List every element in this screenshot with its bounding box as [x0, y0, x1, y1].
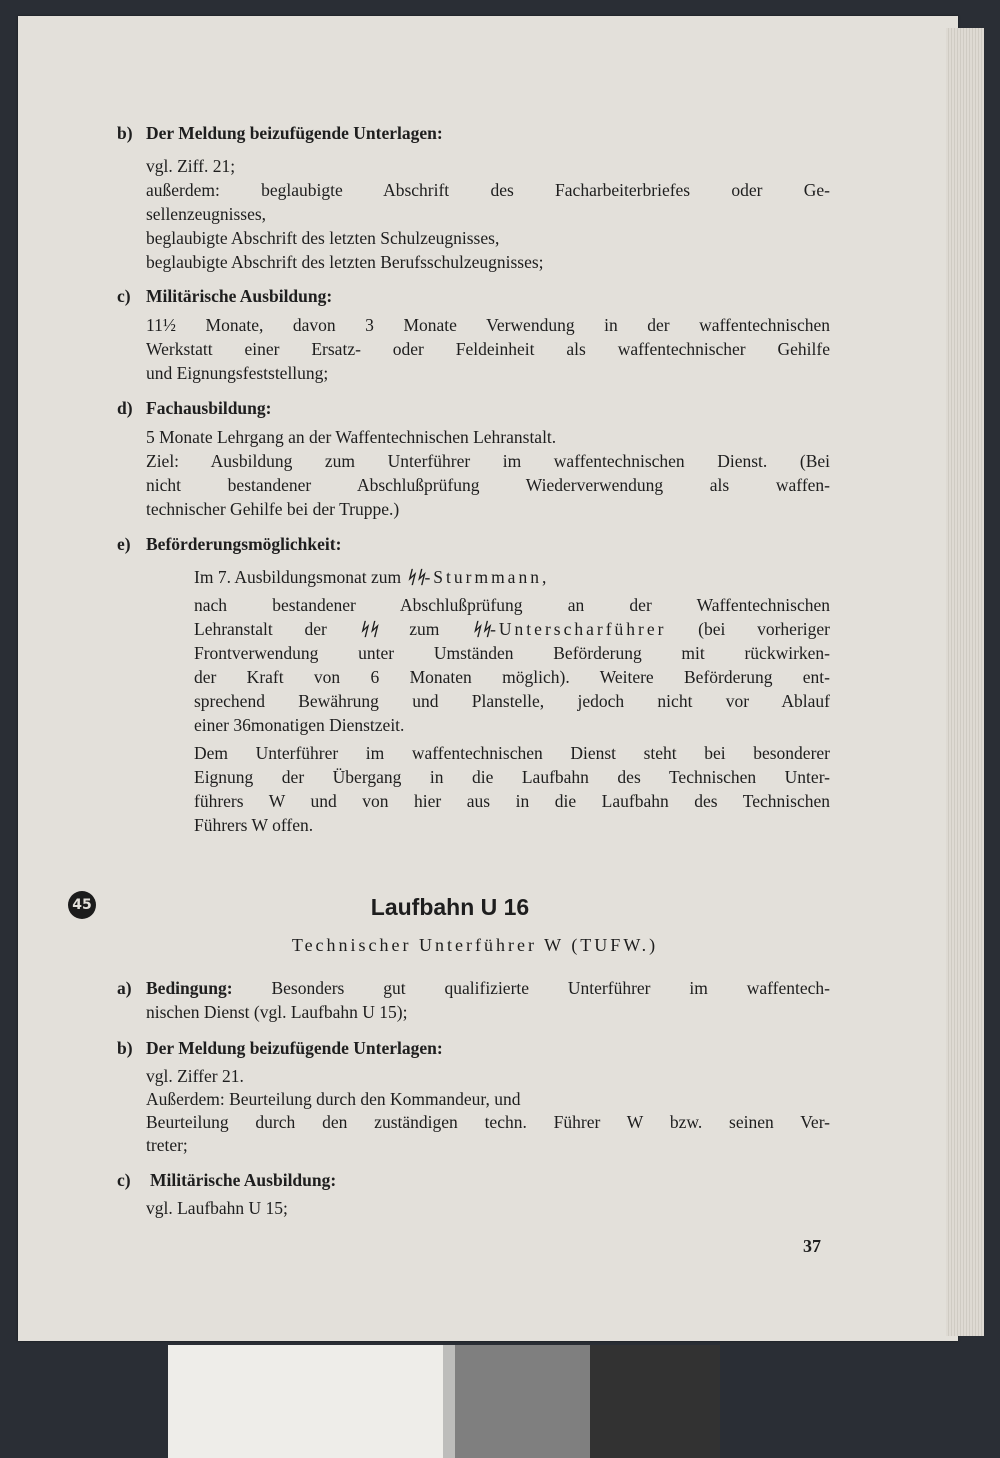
text-span: Lehranstalt der — [194, 619, 359, 639]
text-line — [194, 565, 549, 591]
text-span: Besonders gut qualifizierte Unterführer im waffentech- — [271, 978, 831, 998]
calibration-strip-gray — [455, 1345, 590, 1458]
text-line: technischer Gehilfe bei der Truppe.) — [146, 499, 400, 519]
text-line: 5 Monate Lehrgang an der Waffentechnischen Lehranstalt. — [146, 427, 557, 447]
text-line: nischen Dienst (vgl. Laufbahn U 15); — [146, 1002, 408, 1022]
text-line: sellenzeugnisses, — [146, 204, 267, 224]
text-line: Ziel: Ausbildung zum Unterführer im waffentechnischen Dienst. (Bei — [146, 451, 830, 471]
text-line: beglaubigte Abschrift des letzten Schulzeugnisses, — [146, 228, 500, 248]
career-title: Laufbahn U 16 — [370, 894, 530, 920]
text-line: sprechend Bewährung und Planstelle, jedoch nicht vor Ablauf — [194, 691, 830, 711]
text-line: Werkstatt einer Ersatz- oder Feldeinheit als waffentechnischer Gehilfe — [146, 339, 830, 359]
text-line: treter; — [146, 1135, 188, 1155]
text-line — [194, 617, 830, 643]
section-label: b) — [117, 1038, 133, 1058]
text-line: beglaubigte Abschrift des letzten Berufsschulzeugnisses; — [146, 252, 544, 272]
text-line: Führers W offen. — [194, 815, 314, 835]
text-line: führers W und von hier aus in die Laufbahn des Technischen — [194, 791, 830, 811]
text-line: Beurteilung durch den zuständigen techn. Führer W bzw. seinen Ver- — [146, 1112, 830, 1132]
section-heading: Militärische Ausbildung: — [146, 286, 333, 306]
section-heading: Der Meldung beizufügende Unterlagen: — [146, 1038, 443, 1058]
text-line — [146, 976, 830, 1001]
text-line: nach bestandener Abschlußprüfung an der Waffentechnischen — [194, 595, 830, 615]
text-line: einer 36monatigen Dienstzeit. — [194, 715, 405, 735]
ss-rune-glyph: ᛋᛋ — [471, 620, 491, 640]
career-subtitle: Technischer Unterführer W (TUFW.) — [291, 935, 659, 955]
section-heading: Fachausbildung: — [146, 398, 272, 418]
section-heading: Beförderungsmöglichkeit: — [146, 534, 342, 554]
section-label: c) — [117, 286, 131, 306]
text-span: Im 7. Ausbildungsmonat zum — [194, 567, 406, 587]
section-label: c) — [117, 1170, 131, 1190]
calibration-strip-white — [168, 1345, 443, 1458]
section-heading: Bedingung: — [146, 978, 233, 998]
text-line: Eignung der Übergang in die Laufbahn des Technischen Unter- — [194, 767, 830, 787]
text-line: vgl. Laufbahn U 15; — [146, 1198, 288, 1218]
section-label: b) — [117, 123, 133, 143]
rank-text: -Unterscharführer — [490, 619, 667, 639]
text-line: und Eignungsfeststellung; — [146, 363, 329, 383]
text-line: der Kraft von 6 Monaten möglich). Weitere Beförderung ent- — [194, 667, 830, 687]
number-badge: 45 — [68, 891, 96, 919]
text-line: vgl. Ziffer 21. — [146, 1066, 244, 1086]
text-line: 11½ Monate, davon 3 Monate Verwendung in der waffentechnischen — [146, 315, 830, 335]
ss-rune-glyph: ᛋᛋ — [358, 620, 378, 640]
text-line: vgl. Ziff. 21; — [146, 156, 236, 176]
rank-text: -Sturmmann, — [424, 567, 550, 587]
calibration-strip-lightgray — [443, 1345, 455, 1458]
text-line: außerdem: beglaubigte Abschrift des Facharbeiterbriefes oder Ge- — [146, 180, 830, 200]
text-span: (bei vorheriger — [666, 619, 830, 639]
section-heading: Militärische Ausbildung: — [150, 1170, 337, 1190]
section-heading: Der Meldung beizufügende Unterlagen: — [146, 123, 443, 143]
text-line: Frontverwendung unter Umständen Beförderung mit rückwirken- — [194, 643, 830, 663]
section-label: d) — [117, 398, 133, 418]
text-span: zum — [377, 619, 472, 639]
calibration-strip-dark — [590, 1345, 720, 1458]
ss-rune-glyph: ᛋᛋ — [405, 568, 425, 588]
section-label: e) — [117, 534, 131, 554]
page-number: 37 — [803, 1236, 821, 1256]
text-line: Außerdem: Beurteilung durch den Kommandeur, und — [146, 1089, 521, 1109]
text-line: nicht bestandener Abschlußprüfung Wiederverwendung als waffen- — [146, 475, 830, 495]
section-label: a) — [117, 978, 132, 998]
text-line: Dem Unterführer im waffentechnischen Dienst steht bei besonderer — [194, 743, 830, 763]
